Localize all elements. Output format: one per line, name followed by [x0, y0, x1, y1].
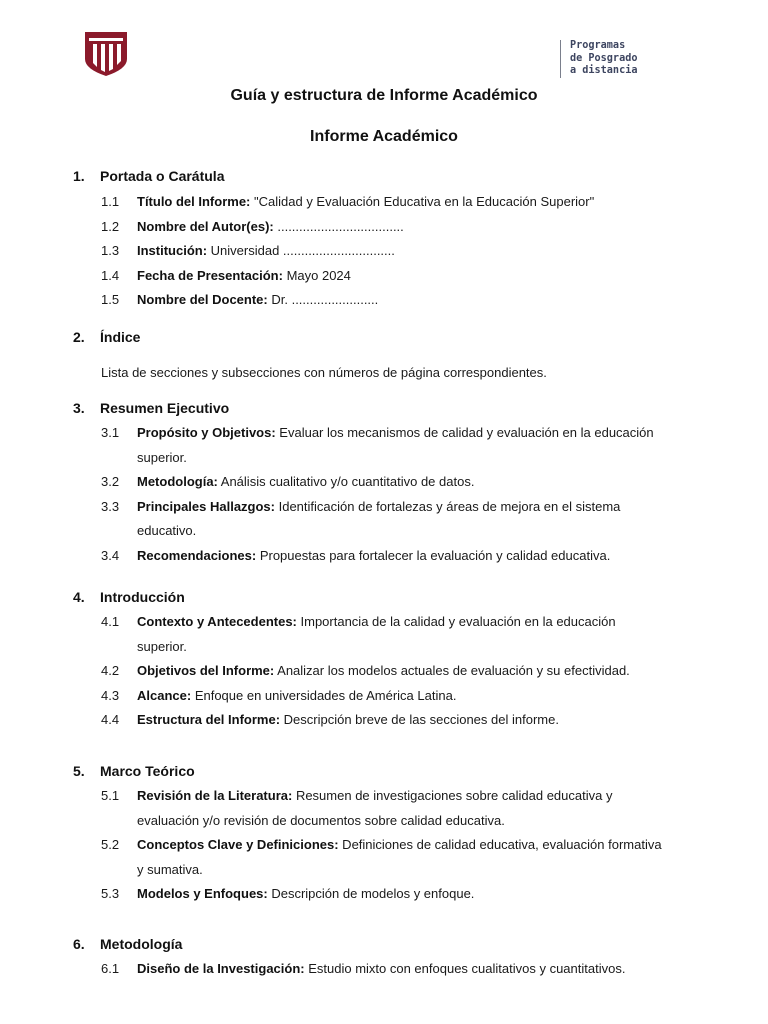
item-number: 3.3 [101, 498, 120, 514]
item-text-continuation: educativo. [137, 523, 197, 538]
item-text: Análisis cualitativo y/o cuantitativo de datos. [217, 474, 475, 489]
item-label: Conceptos Clave y Definiciones: [137, 837, 339, 852]
section-title: Marco Teórico [100, 763, 195, 779]
item-text: Analizar los modelos actuales de evaluación y su efectividad. [274, 663, 630, 678]
item-label: Objetivos del Informe: [137, 663, 275, 678]
item-text: "Calidad y Evaluación Educativa en la Educación Superior" [250, 194, 595, 209]
document-subtitle: Informe Académico [310, 128, 458, 145]
logo-divider [560, 40, 561, 78]
item-label: Propósito y Objetivos: [137, 425, 276, 440]
item-label: Principales Hallazgos: [137, 498, 275, 514]
item-number: 5.3 [101, 886, 120, 901]
item-label: Revisión de la Literatura: [137, 788, 293, 803]
item-text: Descripción de modelos y enfoque. [267, 886, 475, 901]
section-title: Metodología [100, 936, 183, 952]
section-heading [73, 168, 224, 184]
section-number: 6. [73, 936, 85, 952]
section-number: 5. [73, 763, 85, 779]
section-heading [73, 763, 195, 779]
item-text: Definiciones de calidad educativa, evaluación formativa [338, 837, 662, 852]
item-text-continuation: superior. [137, 449, 187, 465]
item-text: Descripción breve de las secciones del informe. [280, 712, 559, 727]
item-number: 3.1 [101, 425, 120, 440]
section-number: 2. [73, 329, 85, 345]
item-text: Evaluar los mecanismos de calidad y evaluación en la educación [275, 425, 654, 440]
item-text: Universidad ............................... [207, 243, 395, 258]
item-text-continuation: evaluación y/o revisión de documentos sobre calidad educativa. [137, 812, 505, 828]
item-label: Recomendaciones: [137, 547, 257, 563]
item-number: 1.2 [101, 218, 120, 234]
item-label: Estructura del Informe: [137, 712, 281, 727]
section-heading [73, 589, 185, 605]
item-number: 1.3 [101, 243, 120, 258]
item-label: Contexto y Antecedentes: [137, 614, 297, 629]
item-text: Importancia de la calidad y evaluación en la educación [296, 614, 616, 629]
item-label: Nombre del Docente: [137, 292, 268, 307]
item-label: Metodología: [137, 474, 218, 489]
document-title: Guía y estructura de Informe Académico [230, 87, 538, 104]
item-label: Fecha de Presentación: [137, 267, 283, 283]
section-heading [73, 936, 182, 952]
section-title: Resumen Ejecutivo [100, 400, 230, 416]
section-paragraph: Lista de secciones y subsecciones con números de página correspondientes. [101, 365, 547, 380]
item-text: ................................... [273, 218, 404, 234]
section-title: Introducción [100, 589, 185, 605]
item-number: 1.4 [101, 267, 120, 283]
logo-line-3: a distancia [570, 65, 638, 76]
section-heading [73, 329, 140, 345]
item-text: Mayo 2024 [282, 267, 351, 283]
posgrado-logo [560, 40, 637, 78]
item-label: Alcance: [137, 687, 192, 703]
university-shield-logo-icon [83, 29, 129, 77]
item-number: 4.4 [101, 712, 120, 727]
item-number: 1.5 [101, 292, 120, 307]
item-number: 5.1 [101, 788, 120, 803]
item-text-continuation: superior. [137, 638, 187, 654]
item-number: 4.3 [101, 687, 120, 703]
item-label: Nombre del Autor(es): [137, 218, 274, 234]
item-number: 5.2 [101, 837, 120, 852]
section-heading [73, 400, 229, 416]
item-text: Identificación de fortalezas y áreas de mejora en el sistema [275, 498, 621, 514]
item-label: Modelos y Enfoques: [137, 886, 268, 901]
item-label: Diseño de la Investigación: [137, 961, 305, 976]
item-text: Estudio mixto con enfoques cualitativos y cuantitativos. [304, 961, 626, 976]
section-number: 3. [73, 400, 85, 416]
item-text: Resumen de investigaciones sobre calidad educativa y [292, 788, 613, 803]
item-number: 4.1 [101, 614, 120, 629]
logo-line-1: Programas [570, 40, 626, 51]
section-title: Portada o Carátula [100, 168, 225, 184]
section-number: 4. [73, 589, 85, 605]
item-label: Institución: [137, 243, 208, 258]
item-number: 3.4 [101, 547, 120, 563]
item-number: 1.1 [101, 194, 120, 209]
logo-line-2: de Posgrado [570, 52, 638, 64]
item-number: 3.2 [101, 474, 120, 489]
item-text: Enfoque en universidades de América Latina. [191, 687, 457, 703]
item-label: Título del Informe: [137, 194, 251, 209]
item-number: 6.1 [101, 961, 120, 976]
section-title: Índice [100, 329, 141, 345]
item-text-continuation: y sumativa. [137, 861, 203, 877]
item-text: Propuestas para fortalecer la evaluación y calidad educativa. [256, 547, 611, 563]
item-text: Dr. ........................ [267, 292, 379, 307]
section-number: 1. [73, 168, 85, 184]
item-number: 4.2 [101, 663, 120, 678]
